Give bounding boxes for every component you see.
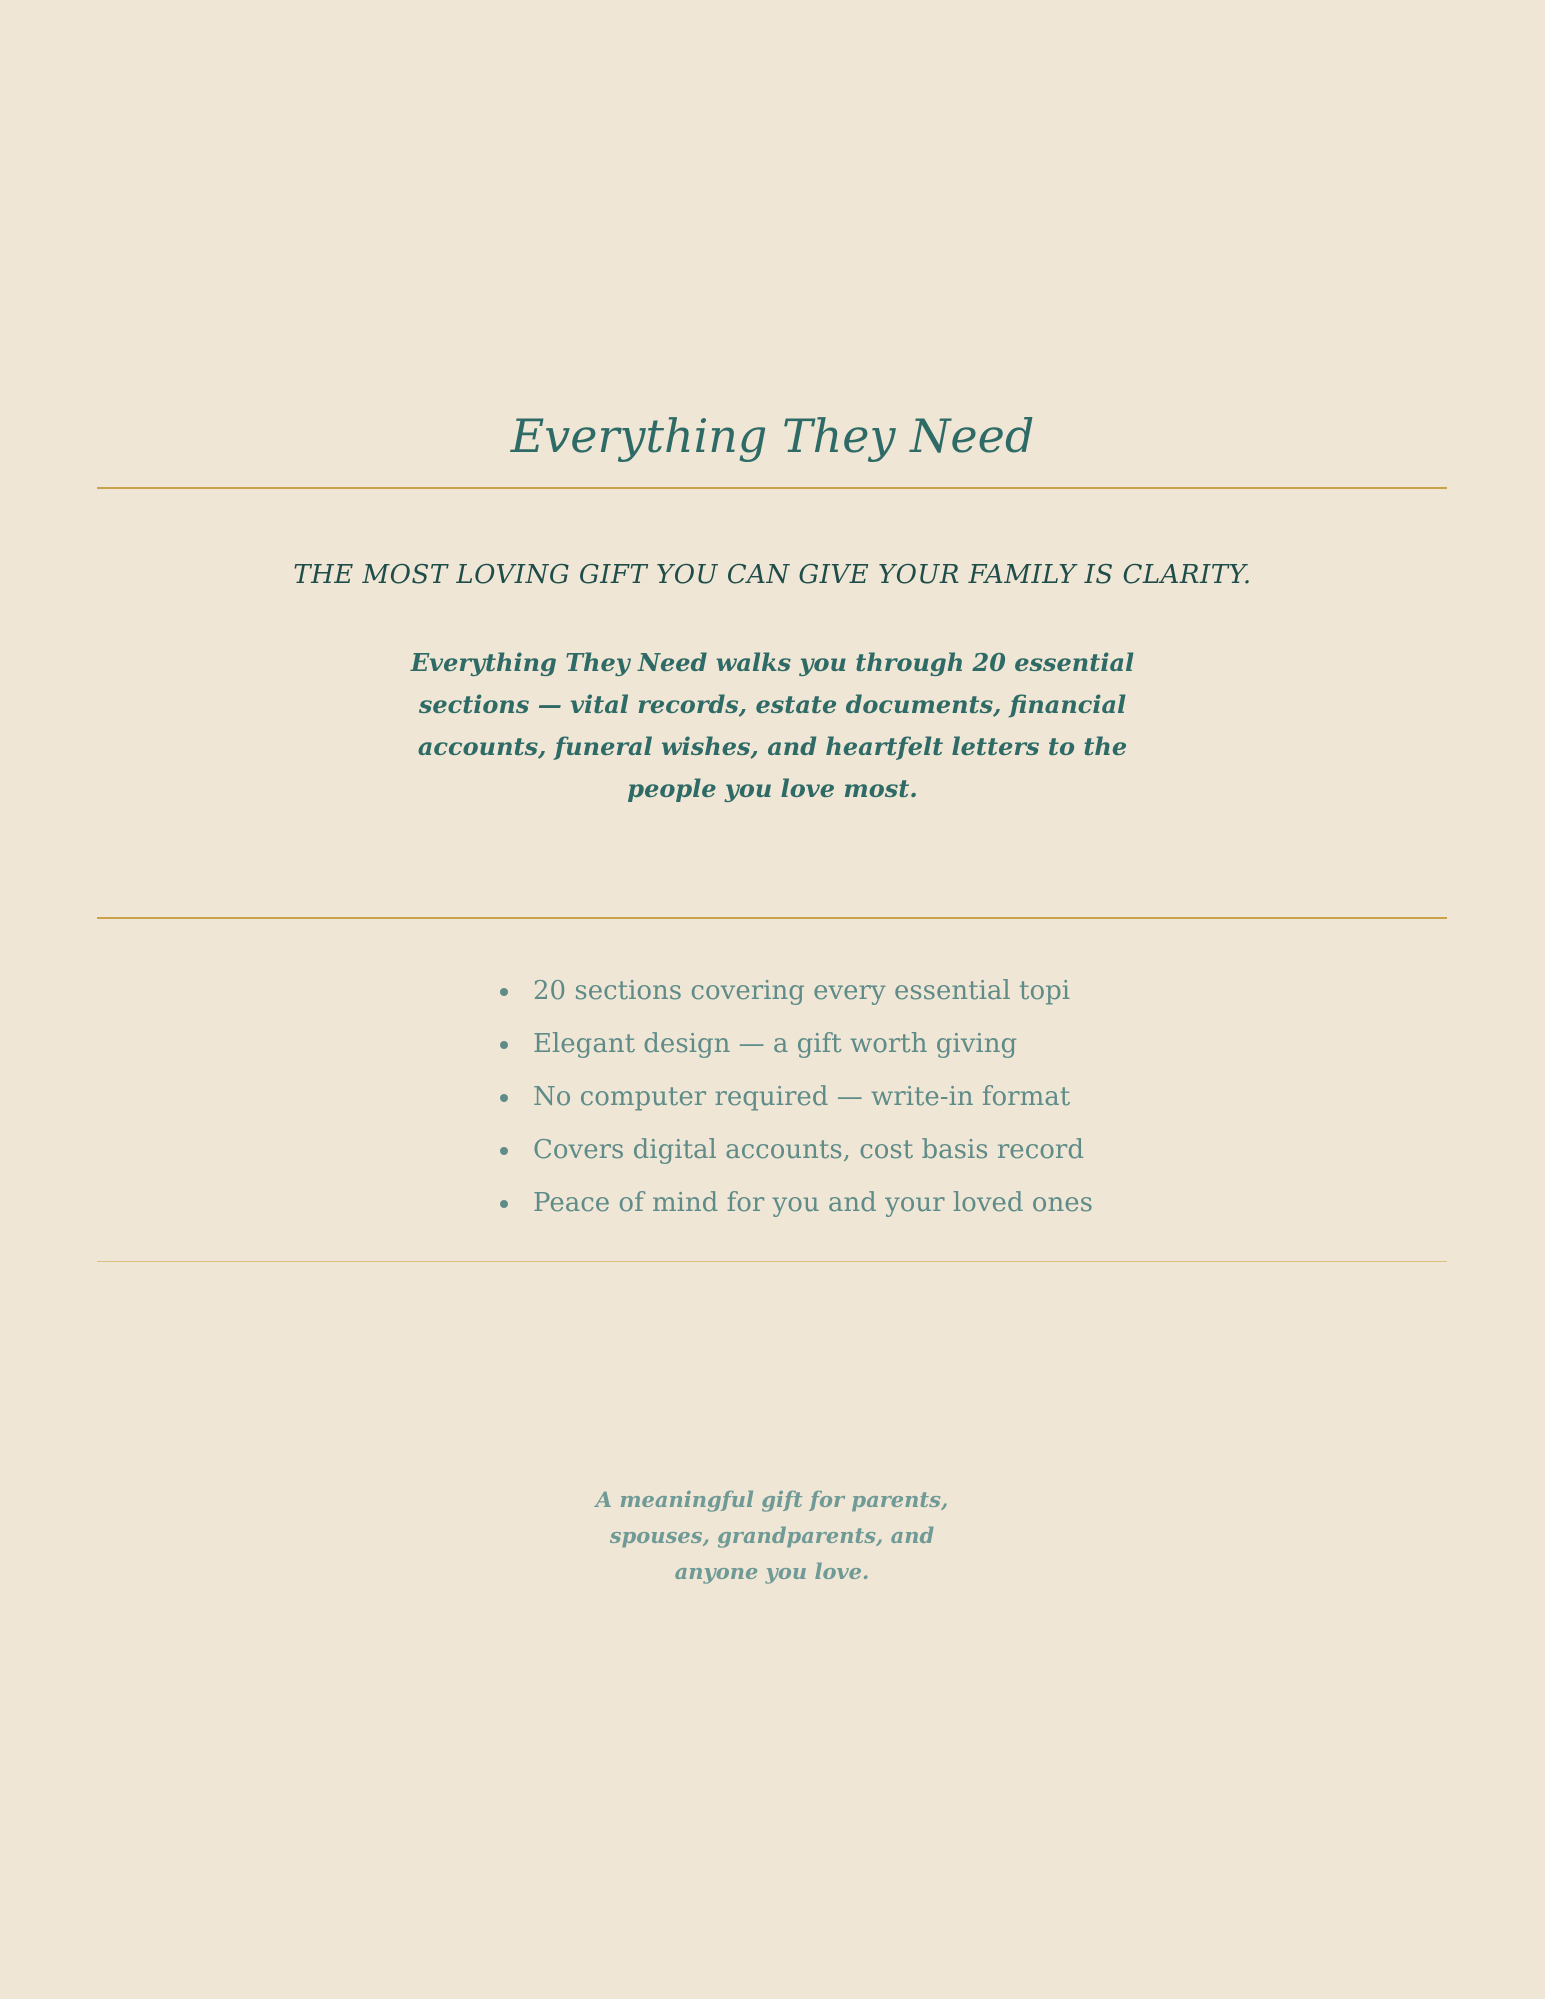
list-item [490,965,1090,1018]
closing-note: A meaningful gift for parents, spouses, grandparents, and anyone you love. [595,1487,949,1584]
feature-text: No computer required — write-in format [533,1082,1071,1112]
feature-text: Elegant design — a gift worth giving [533,1029,1018,1059]
list-item [490,1124,1090,1177]
list-item [490,1071,1090,1124]
list-item [490,1177,1093,1230]
intro-paragraph: Everything They Need walks you through 20 essential sections — vital records, estate documents, financial accounts, funeral wishes, and heartfelt letters to the people you love most. [410,648,1135,803]
bullet-dot-icon [500,988,508,996]
feature-list [490,965,1093,1230]
list-item [490,1018,1090,1071]
divider-bottom [97,1261,1447,1262]
page-title: Everything They Need [510,409,1035,463]
bullet-dot-icon [500,1147,508,1155]
feature-text: 20 sections covering every essential topi [533,976,1071,1006]
bullet-dot-icon [500,1094,508,1102]
divider-middle [97,917,1447,919]
feature-text: Peace of mind for you and your loved ones [533,1188,1093,1218]
tagline: THE MOST LOVING GIFT YOU CAN GIVE YOUR FAMILY IS CLARITY. [293,560,1252,590]
bullet-dot-icon [500,1041,508,1049]
feature-text: Covers digital accounts, cost basis record [533,1135,1084,1165]
bullet-dot-icon [500,1200,508,1208]
divider-top [97,487,1447,489]
